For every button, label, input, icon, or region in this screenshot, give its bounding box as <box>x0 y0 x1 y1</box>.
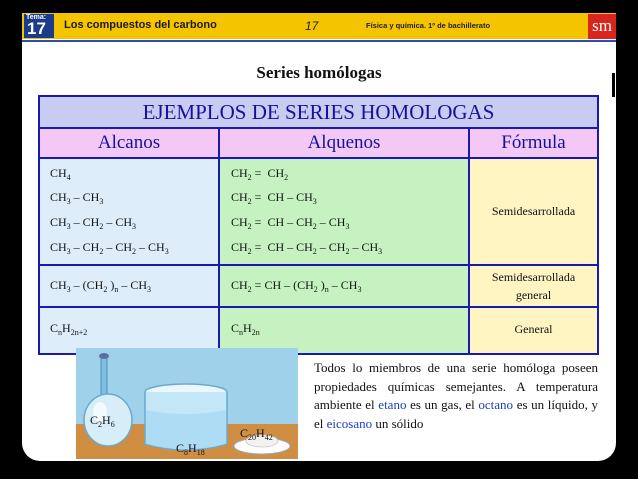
course-label: Física y química. 1º de bachillerato <box>366 21 491 30</box>
unit-title: Los compuestos del carbono <box>64 19 217 31</box>
description-paragraph: Todos lo miembros de una serie homóloga poseen propiedades químicas semejantes. A temperatura ambiente el etano es un gas, el octano es un líquido, y el eicosano un sólido <box>314 360 598 431</box>
page-title: Series homólogas <box>256 63 382 82</box>
formula-propene: $CH_2$ = CH – $CH_3$ <box>231 190 317 206</box>
formula-butene: $CH_2$ = CH – $CH_2 - CH_3$ <box>231 215 350 231</box>
formula-type-cell-3 <box>470 308 597 353</box>
formula-type-cell-1 <box>470 159 597 266</box>
formula-type-label: general <box>515 288 552 302</box>
label-ethane: $C_2H_6$ <box>90 413 115 429</box>
alquenos-examples-cell <box>220 159 470 266</box>
formula-alkane-molecular: $C_nH_{2n+2}$ <box>50 321 88 337</box>
link-octano[interactable]: octano <box>478 397 514 412</box>
alquenos-general-cell <box>220 266 470 308</box>
formula-alkene-general: $CH_2$ = CH – ($CH_2$ )$_n - CH_3$ <box>231 278 362 294</box>
header-bar <box>22 13 616 39</box>
page-number: 17 <box>305 19 319 33</box>
formula-propane: $CH_3 - CH_2 - CH_3$ <box>50 215 137 231</box>
flask-stopper <box>99 353 109 359</box>
slide <box>22 13 616 461</box>
states-illustration <box>76 348 298 459</box>
column-header-formula: Fórmula <box>470 129 597 159</box>
series-table <box>38 95 599 355</box>
alcanos-examples-cell <box>40 159 220 266</box>
alquenos-formula-cell <box>220 308 470 353</box>
header-divider <box>22 40 616 42</box>
table-heading: EJEMPLOS DE SERIES HOMOLOGAS <box>40 97 597 129</box>
link-etano[interactable]: etano <box>378 397 407 412</box>
column-header-alcanos: Alcanos <box>40 129 220 159</box>
tema-number: 17 <box>27 19 46 38</box>
formula-pentene: $CH_2$ = CH – $CH_2 - CH_2 - CH_3$ <box>231 240 383 256</box>
liquid <box>146 410 226 450</box>
formula-butane: $CH_3 - CH_2 - CH_2 - CH_3$ <box>50 240 169 256</box>
alcanos-general-cell <box>40 266 220 308</box>
formula-ch4: $CH_4$ <box>50 166 71 182</box>
formula-type-label: General <box>514 322 553 336</box>
flask-neck <box>101 356 107 396</box>
label-octane: $C_8H_{18}$ <box>176 441 205 457</box>
sm-logo: sm <box>588 14 616 39</box>
formula-alkene-molecular: $C_nH_{2n}$ <box>231 321 260 337</box>
tema-label: Tema: <box>26 14 47 21</box>
formula-alkane-general: $CH_3 - (CH_2$ )$_n - CH_3$ <box>50 278 152 294</box>
tema-badge <box>24 14 54 38</box>
column-header-alquenos: Alquenos <box>220 129 470 159</box>
formula-type-label: Semidesarrollada <box>491 204 576 218</box>
formula-type-label: Semidesarrollada <box>491 270 576 284</box>
label-eicosane: $C_{20}H_{42}$ <box>240 426 273 442</box>
link-eicosano[interactable]: eicosano <box>326 415 373 431</box>
formula-ethene: $CH_2 = CH_2$ <box>231 166 289 182</box>
formula-type-cell-2 <box>470 266 597 308</box>
alcanos-formula-cell <box>40 308 220 353</box>
formula-ethane: $CH_3 - CH_3$ <box>50 190 104 206</box>
